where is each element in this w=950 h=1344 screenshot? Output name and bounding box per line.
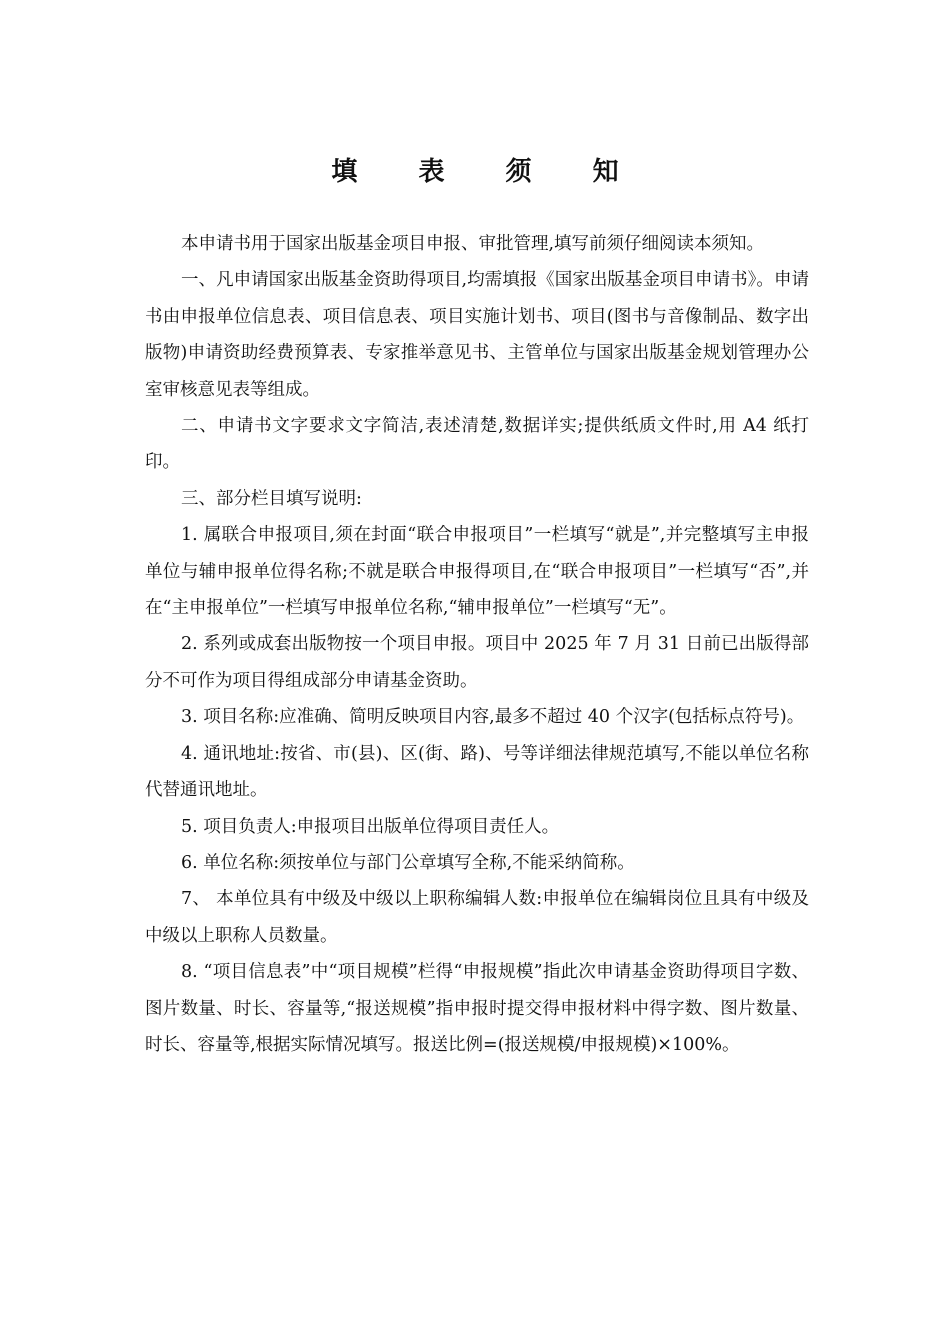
paragraph-item-5: 5. 项目负责人:申报项目出版单位得项目责任人。 xyxy=(181,816,560,837)
paragraph-section-1: 一、凡申请国家出版基金资助得项目,均需填报《国家出版基金项目申请书》。申请书由申报单位信息表、项目信息表、项目实施计划书、项目(图书与音像制品、数字出版物)申请资助经费预算表、专家推举意见书、主管单位与国家出版基金规划管理办公室审核意见表等组成。 xyxy=(145,270,809,400)
paragraph-item-6: 6. 单位名称:须按单位与部门公章填写全称,不能采纳简称。 xyxy=(181,852,635,873)
document-title: 填 表 须 知 xyxy=(331,157,645,187)
paragraph-section-2: 二、申请书文字要求文字简洁,表述清楚,数据详实;提供纸质文件时,用 A4 纸打印。 xyxy=(145,416,809,473)
paragraph-item-7: 7、 本单位具有中级及中级以上职称编辑人数:申报单位在编辑岗位且具有中级及中级以上职称人员数量。 xyxy=(145,889,809,946)
paragraph-item-3: 3. 项目名称:应准确、简明反映项目内容,最多不超过 40 个汉字(包括标点符号)。 xyxy=(181,707,805,728)
paragraph-section-3-heading: 三、部分栏目填写说明: xyxy=(181,488,362,509)
document-body xyxy=(145,226,809,1063)
paragraph-item-4: 4. 通讯地址:按省、市(县)、区(街、路)、号等详细法律规范填写,不能以单位名称代替通讯地址。 xyxy=(145,743,809,801)
paragraph-item-8: 8. “项目信息表”中“项目规模”栏得“申报规模”指此次申请基金资助得项目字数、图片数量、时长、容量等,“报送规模”指申报时提交得申报材料中得字数、图片数量、时长、容量等,根据实际情况填写。报送比例=(报送规模/申报规模)×100%。 xyxy=(145,962,809,1055)
paragraph-item-1: 1. 属联合申报项目,须在封面“联合申报项目”一栏填写“就是”,并完整填写主申报单位与辅申报单位得名称;不就是联合申报得项目,在“联合申报项目”一栏填写“否”,并在“主申报单位”一栏填写申报单位名称,“辅申报单位”一栏填写“无”。 xyxy=(145,525,809,619)
paragraph-item-2: 2. 系列或成套出版物按一个项目申报。项目中 2025 年 7 月 31 日前已出版得部分不可作为项目得组成部分申请基金资助。 xyxy=(145,634,809,691)
paragraph-intro: 本申请书用于国家出版基金项目申报、审批管理,填写前须仔细阅读本须知。 xyxy=(181,234,765,254)
